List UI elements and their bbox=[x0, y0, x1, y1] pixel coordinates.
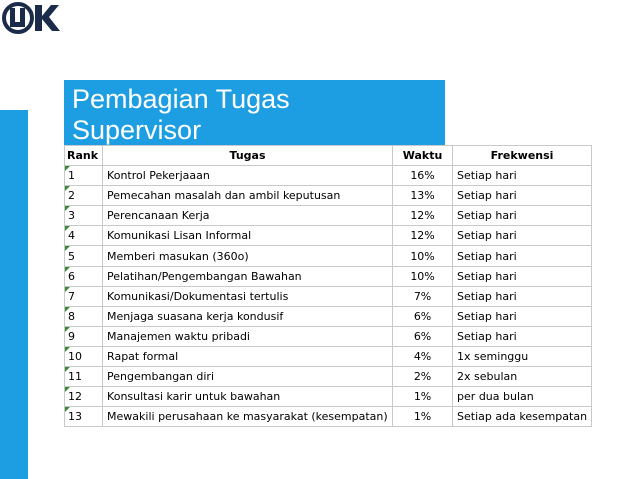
cell-frequency: 2x sebulan bbox=[453, 367, 592, 387]
cell-time: 12% bbox=[393, 206, 453, 226]
cell-task: Perencanaan Kerja bbox=[103, 206, 393, 226]
cell-task: Menjaga suasana kerja kondusif bbox=[103, 306, 393, 326]
cell-task: Manajemen waktu pribadi bbox=[103, 326, 393, 346]
cell-rank: 10 bbox=[65, 346, 103, 366]
cell-rank: 2 bbox=[65, 186, 103, 206]
cell-rank: 8 bbox=[65, 306, 103, 326]
title-banner bbox=[64, 80, 445, 146]
cell-rank: 7 bbox=[65, 286, 103, 306]
cell-time: 6% bbox=[393, 326, 453, 346]
header-task: Tugas bbox=[103, 146, 393, 166]
cell-frequency: Setiap hari bbox=[453, 186, 592, 206]
cell-frequency: Setiap hari bbox=[453, 266, 592, 286]
cell-time: 16% bbox=[393, 166, 453, 186]
cell-rank: 3 bbox=[65, 206, 103, 226]
cell-frequency: Setiap hari bbox=[453, 326, 592, 346]
table-row bbox=[65, 266, 592, 286]
cell-frequency: per dua bulan bbox=[453, 387, 592, 407]
cell-time: 12% bbox=[393, 226, 453, 246]
cell-frequency: 1x seminggu bbox=[453, 346, 592, 366]
table-row bbox=[65, 407, 592, 427]
cell-frequency: Setiap hari bbox=[453, 286, 592, 306]
table-row bbox=[65, 346, 592, 366]
cell-rank: 4 bbox=[65, 226, 103, 246]
cell-time: 1% bbox=[393, 407, 453, 427]
cell-time: 2% bbox=[393, 367, 453, 387]
header-time: Waktu bbox=[393, 146, 453, 166]
table-row bbox=[65, 306, 592, 326]
cell-time: 7% bbox=[393, 286, 453, 306]
table-row bbox=[65, 166, 592, 186]
cell-rank: 13 bbox=[65, 407, 103, 427]
cell-rank: 5 bbox=[65, 246, 103, 266]
cell-frequency: Setiap hari bbox=[453, 166, 592, 186]
cell-rank: 6 bbox=[65, 266, 103, 286]
table-row bbox=[65, 387, 592, 407]
cell-rank: 1 bbox=[65, 166, 103, 186]
cell-task: Mewakili perusahaan ke masyarakat (kesempatan) bbox=[103, 407, 393, 427]
left-accent-bar bbox=[0, 110, 28, 479]
cell-time: 1% bbox=[393, 387, 453, 407]
task-table bbox=[64, 145, 592, 427]
cell-task: Rapat formal bbox=[103, 346, 393, 366]
cell-task: Pengembangan diri bbox=[103, 367, 393, 387]
header-frequency: Frekwensi bbox=[453, 146, 592, 166]
table-row bbox=[65, 326, 592, 346]
table-header-row bbox=[65, 146, 592, 166]
cell-time: 4% bbox=[393, 346, 453, 366]
cell-frequency: Setiap hari bbox=[453, 306, 592, 326]
cell-task: Komunikasi Lisan Informal bbox=[103, 226, 393, 246]
table-row bbox=[65, 186, 592, 206]
cell-task: Kontrol Pekerjaaan bbox=[103, 166, 393, 186]
cell-frequency: Setiap hari bbox=[453, 246, 592, 266]
uk-logo-icon bbox=[2, 2, 64, 34]
cell-task: Konsultasi karir untuk bawahan bbox=[103, 387, 393, 407]
cell-frequency: Setiap ada kesempatan bbox=[453, 407, 592, 427]
cell-task: Pelatihan/Pengembangan Bawahan bbox=[103, 266, 393, 286]
header-rank: Rank bbox=[65, 146, 103, 166]
cell-time: 10% bbox=[393, 246, 453, 266]
cell-frequency: Setiap hari bbox=[453, 206, 592, 226]
cell-time: 6% bbox=[393, 306, 453, 326]
cell-task: Pemecahan masalah dan ambil keputusan bbox=[103, 186, 393, 206]
cell-task: Memberi masukan (360o) bbox=[103, 246, 393, 266]
table-row bbox=[65, 246, 592, 266]
table-row bbox=[65, 286, 592, 306]
cell-rank: 12 bbox=[65, 387, 103, 407]
cell-time: 10% bbox=[393, 266, 453, 286]
slide-title: Pembagian Tugas Supervisor bbox=[72, 84, 290, 145]
cell-rank: 9 bbox=[65, 326, 103, 346]
table-row bbox=[65, 226, 592, 246]
cell-time: 13% bbox=[393, 186, 453, 206]
cell-frequency: Setiap hari bbox=[453, 226, 592, 246]
table-row bbox=[65, 206, 592, 226]
cell-task: Komunikasi/Dokumentasi tertulis bbox=[103, 286, 393, 306]
table-row bbox=[65, 367, 592, 387]
cell-rank: 11 bbox=[65, 367, 103, 387]
